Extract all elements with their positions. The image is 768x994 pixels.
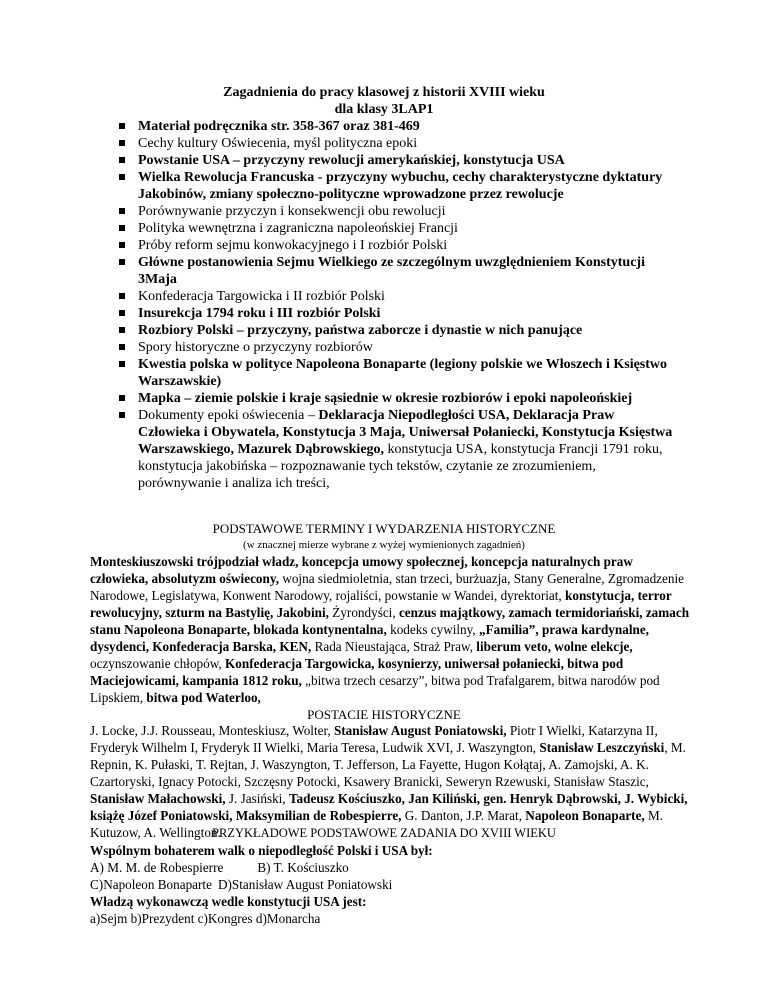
topic-segment: Rozbiory Polski – przyczyny, państwa zaborcze i dynastie w nich panujące [138,323,583,338]
tasks-heading: PRZYKŁADOWE PODSTAWOWE ZADANIA DO XVIII WIEKU [212,826,556,840]
topic-item [118,254,678,288]
topic-item [118,305,678,322]
topic-item [118,135,678,152]
topics-list [118,118,678,492]
person-segment: Stanisław Leszczyński [539,740,665,755]
topic-item [118,118,678,135]
person-segment: , M. Repnin, K. Pułaski, T. Rejtan, J. Waszyngton, T. Jefferson, La Fayette, Hugon Kołątaj, A. Zamojski, A. K. Czartoryski, Ignacy Potocki, Szczęsny Potocki, Ksawery Branicki, Seweryn Rzewuski, Stanisław Staszic, [90,740,686,789]
person-segment: G. Danton, J.P. Marat, [401,808,526,823]
person-segment: Piotr I Wielki, Katarzyna II, Fryderyk Wilhelm I, Fryderyk II Wielki, Maria Teresa, Ludwik XVI, J. Waszyngton, [90,723,658,755]
topic-segment: Kwestia polska w polityce Napoleona Bonaparte (legiony polskie we Włoszech i Księstwo Warszawskie) [138,357,668,389]
answer-c: C)Napoleon Bonaparte [90,877,212,892]
terms-subheading: (w znacznej mierze wybrane z wyżej wymienionych zagadnień) [243,539,525,551]
person-segment: Napoleon Bonaparte, [525,808,645,823]
term-segment: „bitwa trzech cesarzy”, bitwa pod Trafalgarem, bitwa narodów pod Lipskiem, [90,673,660,705]
people-heading: POSTACIE HISTORYCZNE [307,707,461,722]
answer-b: B) T. Kościuszko [257,860,349,875]
answer-d: D)Stanisław August Poniatowski [217,877,393,892]
question-1-answers-row1 [90,859,690,876]
terms-paragraph [90,553,690,706]
person-segment: J. Jasiński, [225,791,289,806]
topic-segment: Konfederacja Targowicka i II rozbiór Polski [138,289,385,304]
term-segment: Żyrondyści, [328,605,399,620]
topic-segment: Cechy kultury Oświecenia, myśl polityczna epoki [138,136,418,151]
answer-a: A) M. M. de Robespierre [90,860,224,875]
person-segment: J. Locke, J.J. Rousseau, Monteskiusz, Wolter, [90,723,334,738]
topic-item [118,203,678,220]
topic-segment: Próby reform sejmu konwokacyjnego i I rozbiór Polski [138,238,448,253]
term-segment: kodeks cywilny, [386,622,479,637]
topic-item [118,169,678,203]
term-segment: Monteskiuszowski trójpodział władz, koncepcja umowy społecznej, koncepcja naturalnych praw człowieka, absolutyzm oświecony, [90,554,633,586]
term-segment: liberum veto, wolne elekcje, [476,639,633,654]
person-segment: Stanisław Małachowski, [90,791,226,806]
term-segment: konstytucja, terror rewolucyjny, szturm na Bastylię, Jakobini, [90,588,672,620]
term-segment: bitwa pod Waterloo, [146,690,261,705]
topic-segment: Mapka – ziemie polskie i kraje sąsiednie w okresie rozbiorów i epoki napoleońskiej [138,391,633,406]
topic-segment: Porównywanie przyczyn i konsekwencji obu rewolucji [138,204,446,219]
person-segment: Tadeusz Kościuszko, Jan Kiliński, gen. Henryk Dąbrowski, J. Wybicki, książę Józef Poniatowski, Maksymilian de Robespierre, [90,791,688,823]
topic-item [118,407,678,492]
topic-item [118,356,678,390]
topic-segment: Powstanie USA – przyczyny rewolucji amerykańskiej, konstytucja USA [138,153,565,168]
term-segment: Konfederacja Targowicka, kosynierzy, uniwersał połaniecki, bitwa pod Maciejowicami, kampania 1812 roku, [90,656,624,688]
topic-segment: Polityka wewnętrzna i zagraniczna napoleońskiej Francji [138,221,458,236]
topic-item [118,220,678,237]
person-segment: Stanisław August Poniatowski, [333,723,507,738]
topic-item [118,390,678,407]
term-segment: wojna siedmioletnia, stan trzeci, burżuazja, Stany Generalne, Zgromadzenie Narodowe, Legislatywa, Konwent Narodowy, rojaliści, powstanie w Wandei, dyrektoriat, [90,571,685,603]
topic-segment: Dokumenty epoki oświecenia – [138,408,319,423]
topic-segment: Wielka Rewolucja Francuska - przyczyny wybuchu, cechy charakterystyczne dyktatury Jakobinów, zmiany społeczno-polityczne wprowadzone przez rewolucje [138,170,663,202]
people-paragraph [90,722,690,841]
topic-segment: Spory historyczne o przyczyny rozbiorów [138,340,373,355]
terms-heading: PODSTAWOWE TERMINY I WYDARZENIA HISTORYCZNE [212,521,556,536]
topic-segment: Materiał podręcznika str. 358-367 oraz 381-469 [138,119,420,134]
term-segment: oczynszowanie chłopów, [90,656,226,671]
topic-item [118,339,678,356]
topic-segment: Insurekcja 1794 roku i III rozbiór Polski [138,306,381,321]
question-2-answers: a)Sejm b)Prezydent c)Kongres d)Monarcha [90,911,321,926]
person-segment: M. Kutuzow, A. Wellington. [90,808,664,840]
term-segment: „Familia”, prawa kardynalne, dysydenci, Konfederacja Barska, KEN, [90,622,649,654]
topic-segment: Główne postanowienia Sejmu Wielkiego ze szczególnym uwzględnieniem Konstytucji 3Maja [138,255,645,287]
topic-segment: konstytucja USA, konstytucja Francji 1791 roku, konstytucja jakobińska – rozpoznawanie tych tekstów, czytanie ze zrozumieniem, porównywanie i analiza ich treści, [138,442,663,491]
topic-segment: Deklaracja Niepodległości USA, Deklaracja Praw Człowieka i Obywatela, Konstytucja 3 Maja, Uniwersał Połaniecki, Konstytucja Księstwa Warszawskiego, Mazurek Dąbrowskiego, [138,408,673,457]
topic-item [118,288,678,305]
topic-item [118,152,678,169]
topic-item [118,237,678,254]
question-1: Wspólnym bohaterem walk o niepodległość Polski i USA był: [90,843,433,858]
term-segment: Rada Nieustająca, Straż Praw, [311,639,477,654]
term-segment: cenzus majątkowy, zamach termidoriański, zamach stanu Napoleona Bonaparte, blokada kontynentalna, [90,605,690,637]
question-1-answers-row2 [90,876,690,893]
document-title: Zagadnienia do pracy klasowej z historii XVIII wieku [223,85,545,100]
document-subtitle: dla klasy 3LAP1 [334,102,434,117]
topic-item [118,322,678,339]
question-2: Władzą wykonawczą wedle konstytucji USA jest: [90,894,367,909]
